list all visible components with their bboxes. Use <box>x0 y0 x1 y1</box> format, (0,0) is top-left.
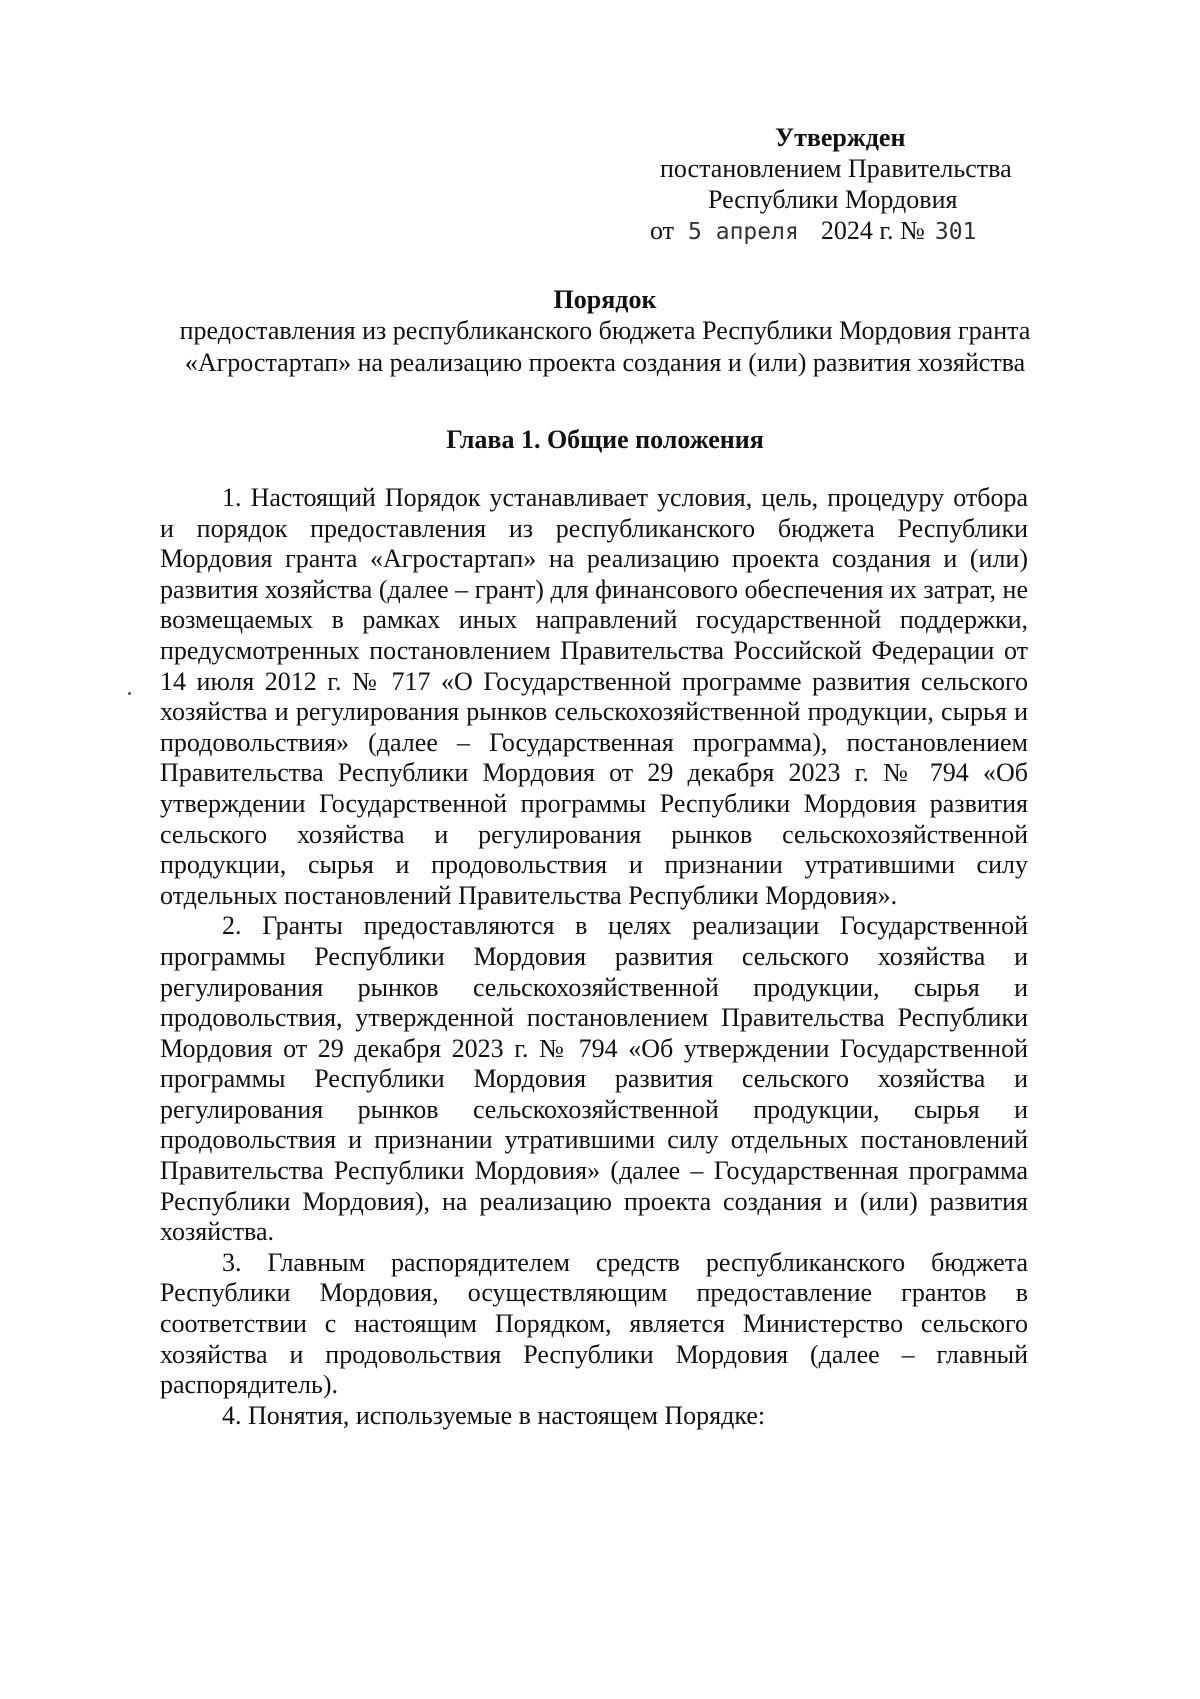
approval-line-2: Республики Мордовия <box>708 185 958 214</box>
approval-title: Утвержден <box>775 123 906 152</box>
approval-date-day-month: 5 апреля <box>688 219 799 245</box>
paragraph-1: 1. Настоящий Порядок устанавливает условия, цель, процедуру отбора и порядок предоставления из республиканского бюджета Республики Мордовия гранта «Агростартап» на реализацию проекта создания и (или) развития хозяйства (далее – грант) для финансового обеспечения их затрат, не возмещаемых в рамках иных направлений государственной поддержки, предусмотренных постановлением Правительства Российской Федерации от 14 июля 2012 г. № 717 «О Государственной программе развития сельского хозяйства и регулирования рынков сельскохозяйственной продукции, сырья и продовольствия» (далее – Государственная программа), постановлением Правительства Республики Мордовия от 29 декабря 2023 г. № 794 «Об утверждении Государственной программы Республики Мордовия развития сельского хозяйства и регулирования рынков сельскохозяйственной продукции, сырья и продовольствия и признании утратившими силу отдельных постановлений Правительства Республики Мордовия». <box>160 483 1028 910</box>
order-subtitle-line-2: «Агростартап» на реализацию проекта создания и (или) развития хозяйства <box>184 348 1026 377</box>
paragraph-2: 2. Гранты предоставляются в целях реализации Государственной программы Республики Мордовия развития сельского хозяйства и регулирования рынков сельскохозяйственной продукции, сырья и продовольствия, утвержденной постановлением Правительства Республики Мордовия от 29 декабря 2023 г. № 794 «Об утверждении Государственной программы Республики Мордовия развития сельского хозяйства и регулирования рынков сельскохозяйственной продукции, сырья и продовольствия и признании утратившими силу отдельных постановлений Правительства Республики Мордовия» (далее – Государственная программа Республики Мордовия), на реализацию проекта создания и (или) развития хозяйства. <box>160 911 1028 1247</box>
chapter-title: Глава 1. Общие положения <box>446 425 764 454</box>
approval-line-1: постановлением Правительства <box>660 154 1012 183</box>
document-body <box>160 483 1028 1431</box>
paragraph-4: 4. Понятия, используемые в настоящем Порядке: <box>222 1400 766 1430</box>
order-subtitle-line-1: предоставления из республиканского бюджета Республики Мордовия гранта <box>179 316 1031 345</box>
approval-date-line <box>650 215 1100 248</box>
order-title: Порядок <box>553 285 657 314</box>
approval-block <box>650 122 1100 248</box>
approval-date-year: 2024 г. № <box>820 216 925 245</box>
approval-number: 301 <box>934 219 977 245</box>
order-subtitle <box>160 315 1050 379</box>
approval-date-prefix: от <box>650 216 675 245</box>
scan-speck <box>128 692 131 695</box>
paragraph-3: 3. Главным распорядителем средств республиканского бюджета Республики Мордовия, осуществляющим предоставление грантов в соответствии с настоящим Порядком, является Министерство сельского хозяйства и продовольствия Республики Мордовия (далее – главный распорядитель). <box>160 1247 1028 1400</box>
